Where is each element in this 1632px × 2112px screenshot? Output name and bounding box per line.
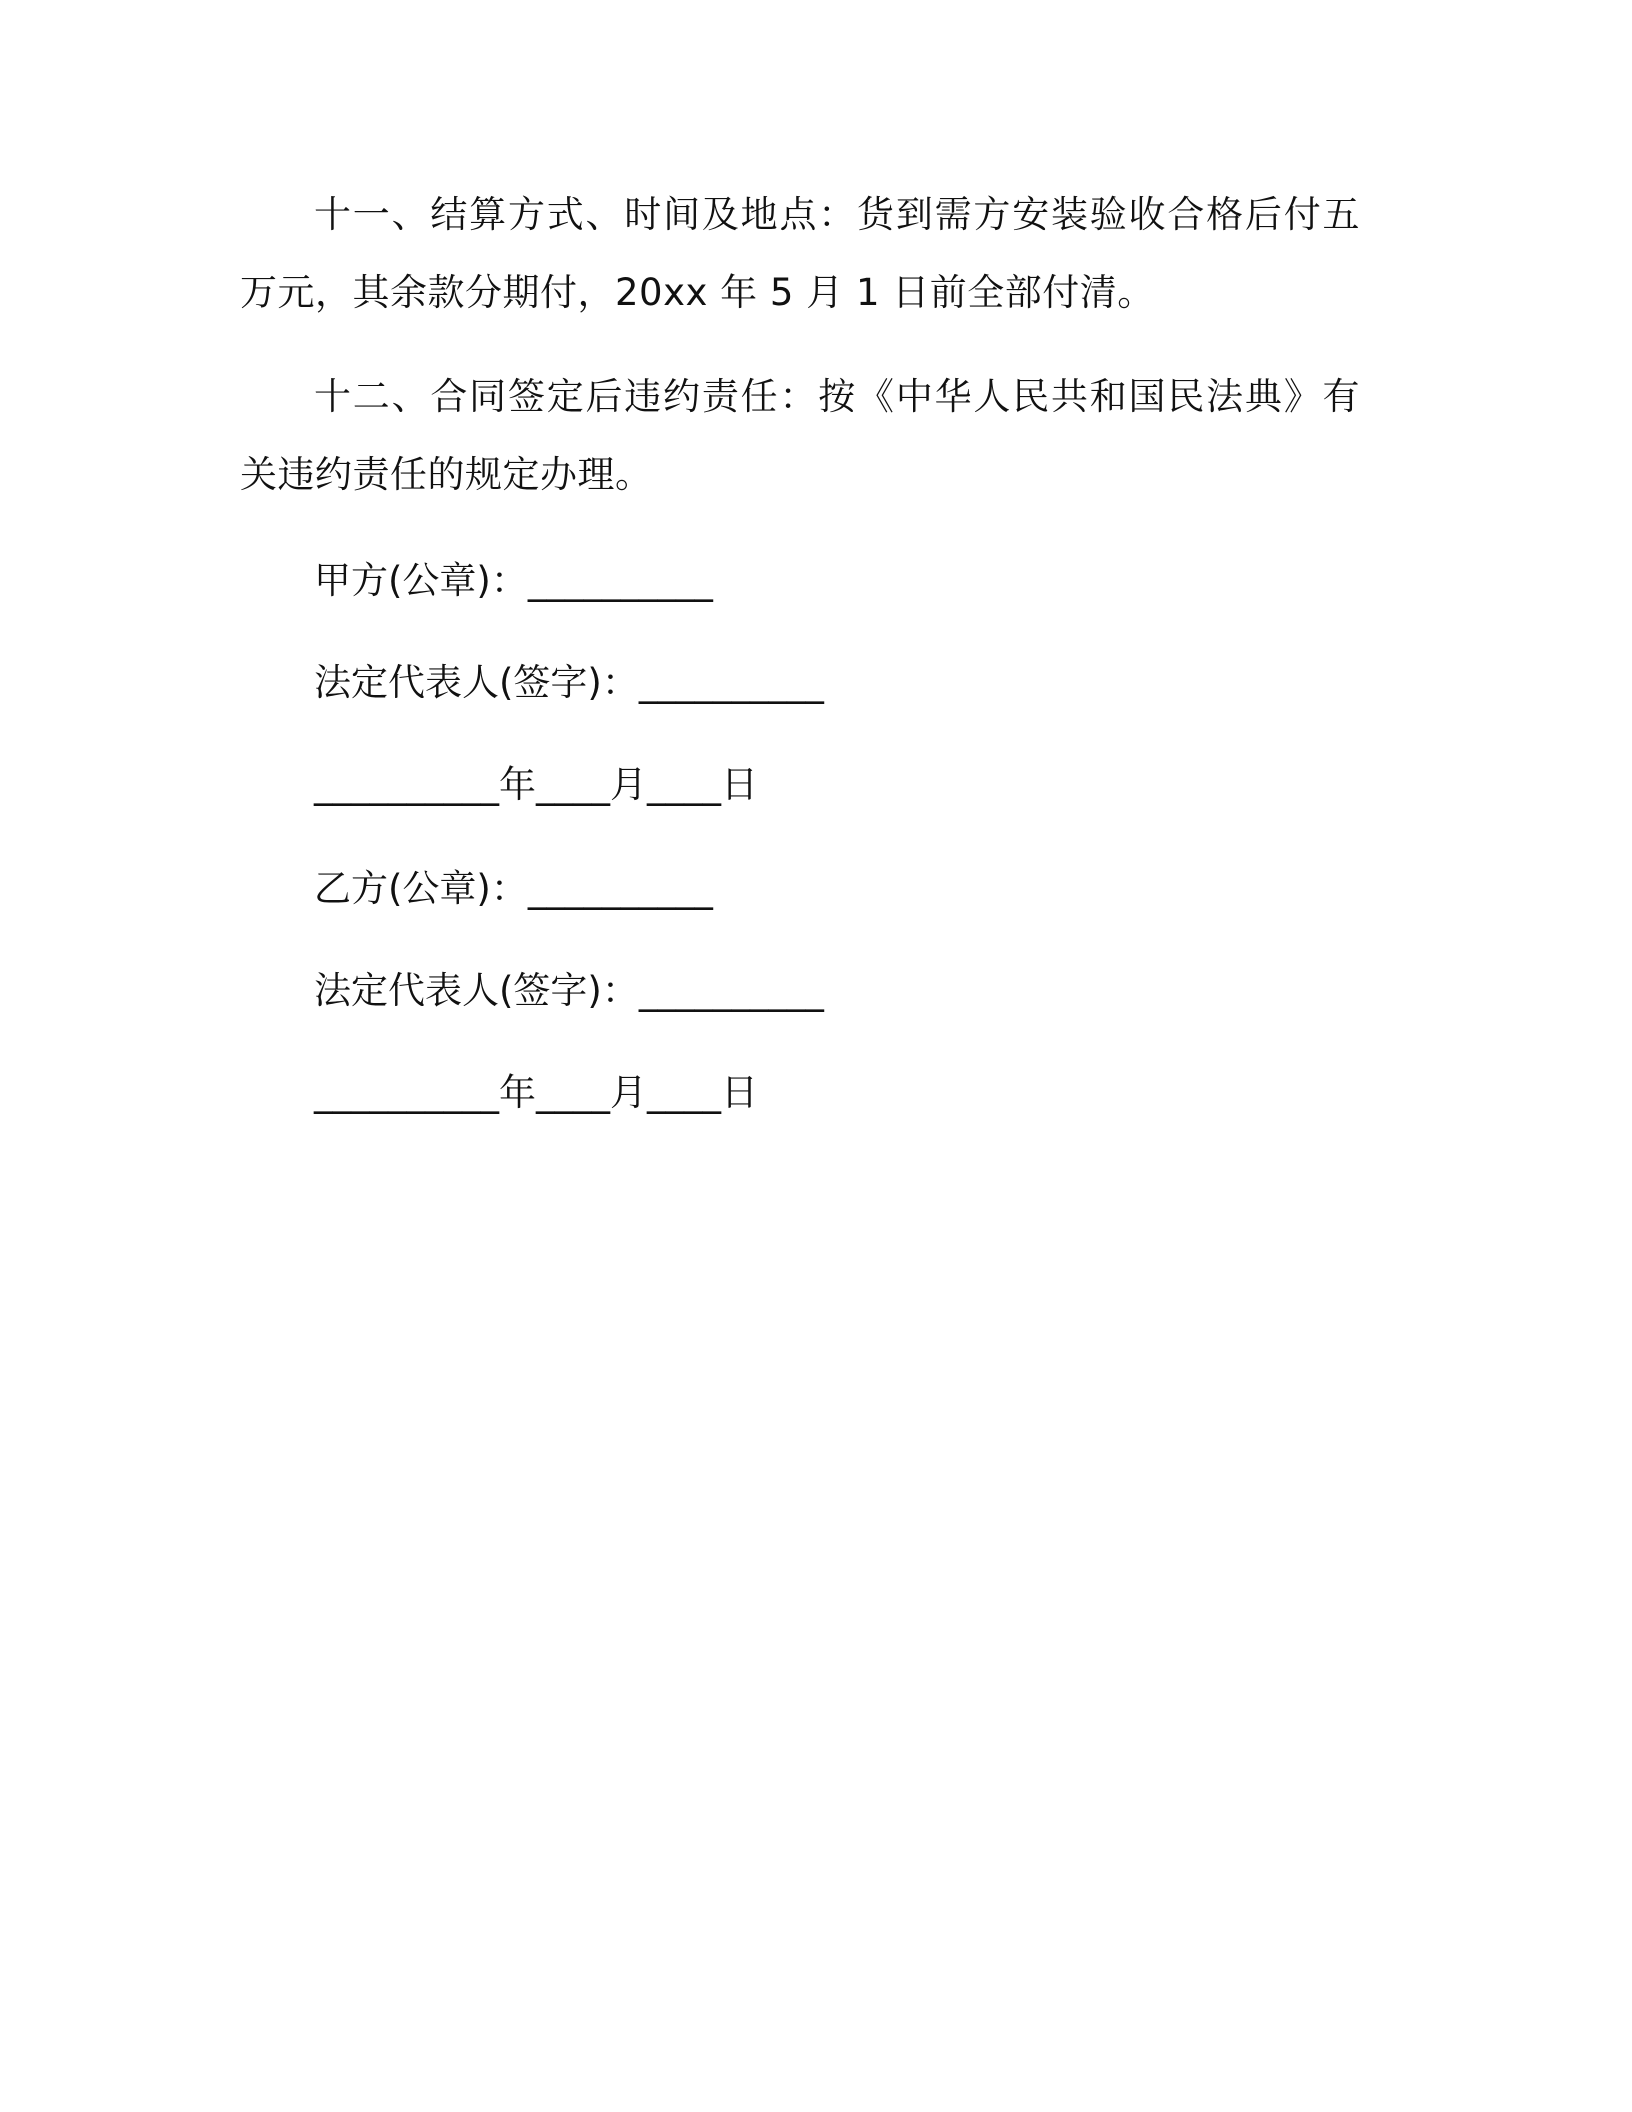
party-a-representative-line: 法定代表人(签字)：__________ — [314, 661, 824, 704]
party-b-seal-line: 乙方(公章)：__________ — [314, 867, 713, 910]
clause-settlement: 十一、结算方式、时间及地点：货到需方安装验收合格后付五万元，其余款分期付，20xx 年 5 月 1 日前全部付清。 — [240, 193, 1360, 314]
party-a-date-line: __________年____月____日 — [314, 763, 758, 806]
party-b-representative-line: 法定代表人(签字)：__________ — [314, 969, 824, 1012]
clause-liability: 十二、合同签定后违约责任：按《中华人民共和国民法典》有关违约责任的规定办理。 — [240, 375, 1360, 496]
party-a-seal-line: 甲方(公章)：__________ — [314, 559, 713, 602]
party-b-date-line: __________年____月____日 — [314, 1071, 758, 1114]
